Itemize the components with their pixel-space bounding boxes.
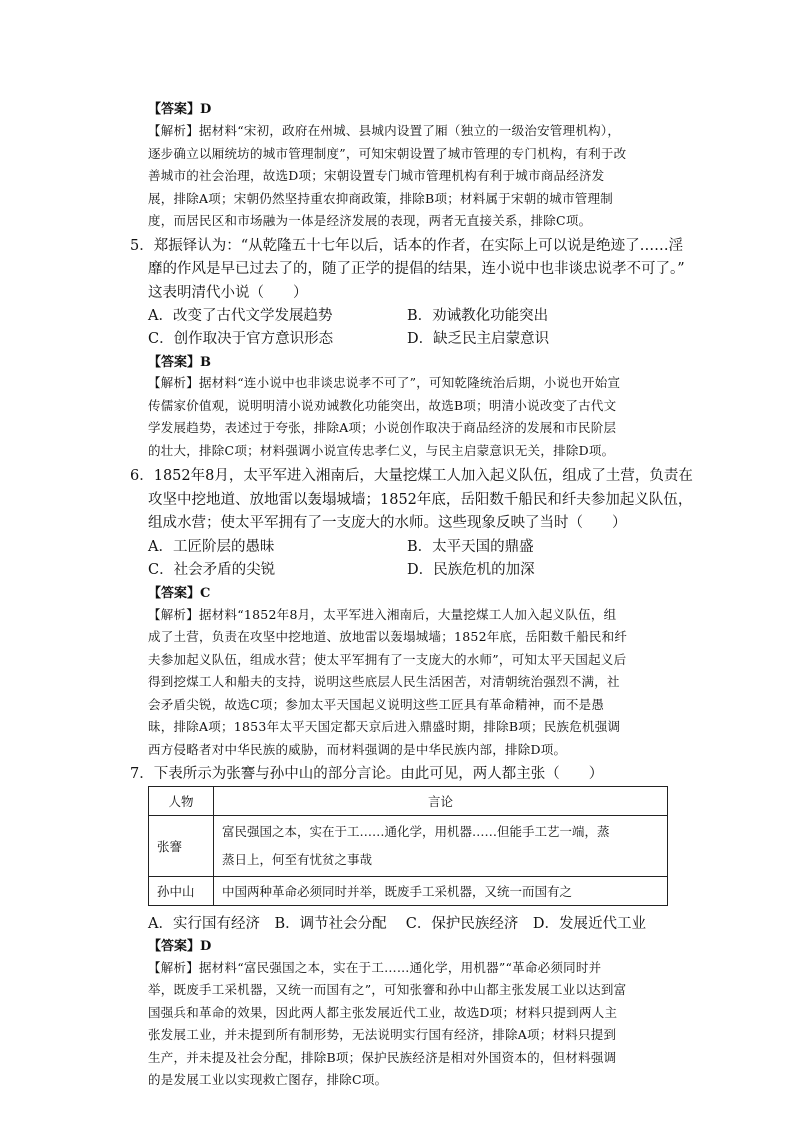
q6-analysis-line: 得到挖煤工人和船夫的支持，说明这些底层人民生活困苦，对清朝统治强烈不满，社 <box>148 674 620 689</box>
q6-analysis-line: 成了土营，负责在攻坚中挖地道、放地雷以轰塌城墙；1852年底，岳阳数千船民和纤 <box>148 629 628 644</box>
q4-analysis-line: 【解析】据材料“宋初，政府在州城、县城内设置了厢（独立的一级治安管理机构）， <box>148 123 621 138</box>
q6-answer: 【答案】C <box>148 586 211 601</box>
table-cell-person: 孙中山 <box>149 877 214 906</box>
q7-options: A．实行国有经济 B．调节社会分配 C．保护民族经济 D．发展近代工业 <box>148 916 646 932</box>
q7-stem: 7．下表所示为张謇与孙中山的部分言论。由此可见，两人都主张（ ） <box>130 766 604 782</box>
speech-line: 蒸日上，何至有忧贫之事哉 <box>222 852 373 867</box>
q6-option-a: A．工匠阶层的愚昧 <box>148 539 275 555</box>
q6-stem-line: 6．1852年8月，太平军进入湘南后，大量挖煤工人加入起义队伍，组成了土营，负责在 <box>130 468 693 484</box>
q7-analysis-line: 国强兵和革命的效果，因此两人都主张发展近代工业，故选D项；材料只提到两人主 <box>148 1005 618 1020</box>
q5-stem-line: 5．郑振铎认为：“从乾隆五十七年以后，话本的作者，在实际上可以说是绝迹了……淫 <box>130 238 684 254</box>
q4-analysis-line: 展，排除A项；宋朝仍然坚持重农抑商政策，排除B项；材料属于宋朝的城市管理制 <box>148 191 613 206</box>
speech-table <box>148 786 668 906</box>
q5-analysis-line: 【解析】据材料“连小说中也非谈忠说孝不可了”，可知乾隆统治后期，小说也开始宣 <box>148 375 621 390</box>
q7-analysis-line: 的是发展工业以实现救亡图存，排除C项。 <box>148 1072 388 1087</box>
table-cell-speech <box>214 816 668 877</box>
q5-stem-line: 这表明清代小说（ ） <box>148 285 308 301</box>
q6-analysis-line: 西方侵略者对中华民族的威胁，而材料强调的是中华民族内部，排除D项。 <box>148 742 567 757</box>
table-header-person: 人物 <box>149 787 214 816</box>
q6-stem-line: 组成水营；使太平军拥有了一支庞大的水师。这些现象反映了当时（ ） <box>148 515 627 531</box>
q5-option-a: A．改变了古代文学发展趋势 <box>148 308 333 324</box>
q6-option-c: C．社会矛盾的尖锐 <box>148 562 276 578</box>
q7-analysis-line: 生产，并未提及社会分配，排除B项；保护民族经济是相对外国资本的，但材料强调 <box>148 1050 617 1065</box>
q6-option-b: B．太平天国的鼎盛 <box>407 539 534 555</box>
table-row <box>149 816 668 877</box>
q5-answer: 【答案】B <box>148 355 211 370</box>
q5-option-d: D．缺乏民主启蒙意识 <box>407 331 550 347</box>
q6-stem-line: 攻坚中挖地道、放地雷以轰塌城墙；1852年底，岳阳数千船民和纤夫参加起义队伍， <box>148 492 693 508</box>
table-cell-person: 张謇 <box>149 816 214 877</box>
q6-analysis-line: 【解析】据材料“1852年8月，太平军进入湘南后，大量挖煤工人加入起义队伍，组 <box>148 607 617 622</box>
q7-analysis-line: 举，既废手工采机器，又统一而国有之”，可知张謇和孙中山都主张发展工业以达到富 <box>148 982 627 997</box>
q7-answer: 【答案】D <box>148 939 212 954</box>
table-header-speech: 言论 <box>214 787 668 816</box>
q5-analysis-line: 学发展趋势，表述过于夸张，排除A项；小说创作取决于商品经济的发展和市民阶层 <box>148 420 617 435</box>
table-header-row <box>149 787 668 816</box>
q4-analysis-line: 逐步确立以厢统坊的城市管理制度”，可知宋朝设置了城市管理的专门机构，有利于改 <box>148 146 627 161</box>
q5-analysis-line: 传儒家价值观，说明明清小说劝诫教化功能突出，故选B项；明清小说改变了古代文 <box>148 398 617 413</box>
q4-analysis-line: 善城市的社会治理，故选D项；宋朝设置专门城市管理机构有利于城市商品经济发 <box>148 168 605 183</box>
q6-analysis-line: 夫参加起义队伍，组成水营；使太平军拥有了一支庞大的水师”，可知太平天国起义后 <box>148 652 627 667</box>
q6-option-d: D．民族危机的加深 <box>407 562 535 578</box>
q4-analysis-line: 度，而居民区和市场融为一体是经济发展的表现，两者无直接关系，排除C项。 <box>148 213 592 228</box>
table-cell-speech <box>214 877 668 906</box>
q6-analysis-line: 会矛盾尖锐，故选C项；参加太平天国起义说明这些工匠具有革命精神，而不是愚 <box>148 697 605 712</box>
speech-line: 中国两种革命必须同时并举，既废手工采机器，又统一而国有之 <box>222 884 573 899</box>
q4-answer: 【答案】D <box>148 102 212 117</box>
q5-stem-line: 靡的作风是早已过去了的，随了正学的提倡的结果，连小说中也非谈忠说孝不可了。” <box>148 261 685 277</box>
q7-analysis-line: 张发展工业，并未提到所有制形势，无法说明实行国有经济，排除A项；材料只提到 <box>148 1027 617 1042</box>
q6-analysis-line: 昧，排除A项；1853年太平天国定都天京后进入鼎盛时期，排除B项；民族危机强调 <box>148 719 621 734</box>
q5-option-c: C．创作取决于官方意识形态 <box>148 331 334 347</box>
table-row <box>149 877 668 906</box>
q5-analysis-line: 的壮大，排除C项；材料强调小说宣传忠孝仁义，与民主启蒙意识无关，排除D项。 <box>148 443 615 458</box>
speech-line: 富民强国之本，实在于工……通化学，用机器……但能手工艺一端，蒸 <box>222 824 610 839</box>
q5-option-b: B．劝诫教化功能突出 <box>407 308 549 324</box>
q7-analysis-line: 【解析】据材料“富民强国之本，实在于工……通化学，用机器”“革命必须同时并 <box>148 960 602 975</box>
